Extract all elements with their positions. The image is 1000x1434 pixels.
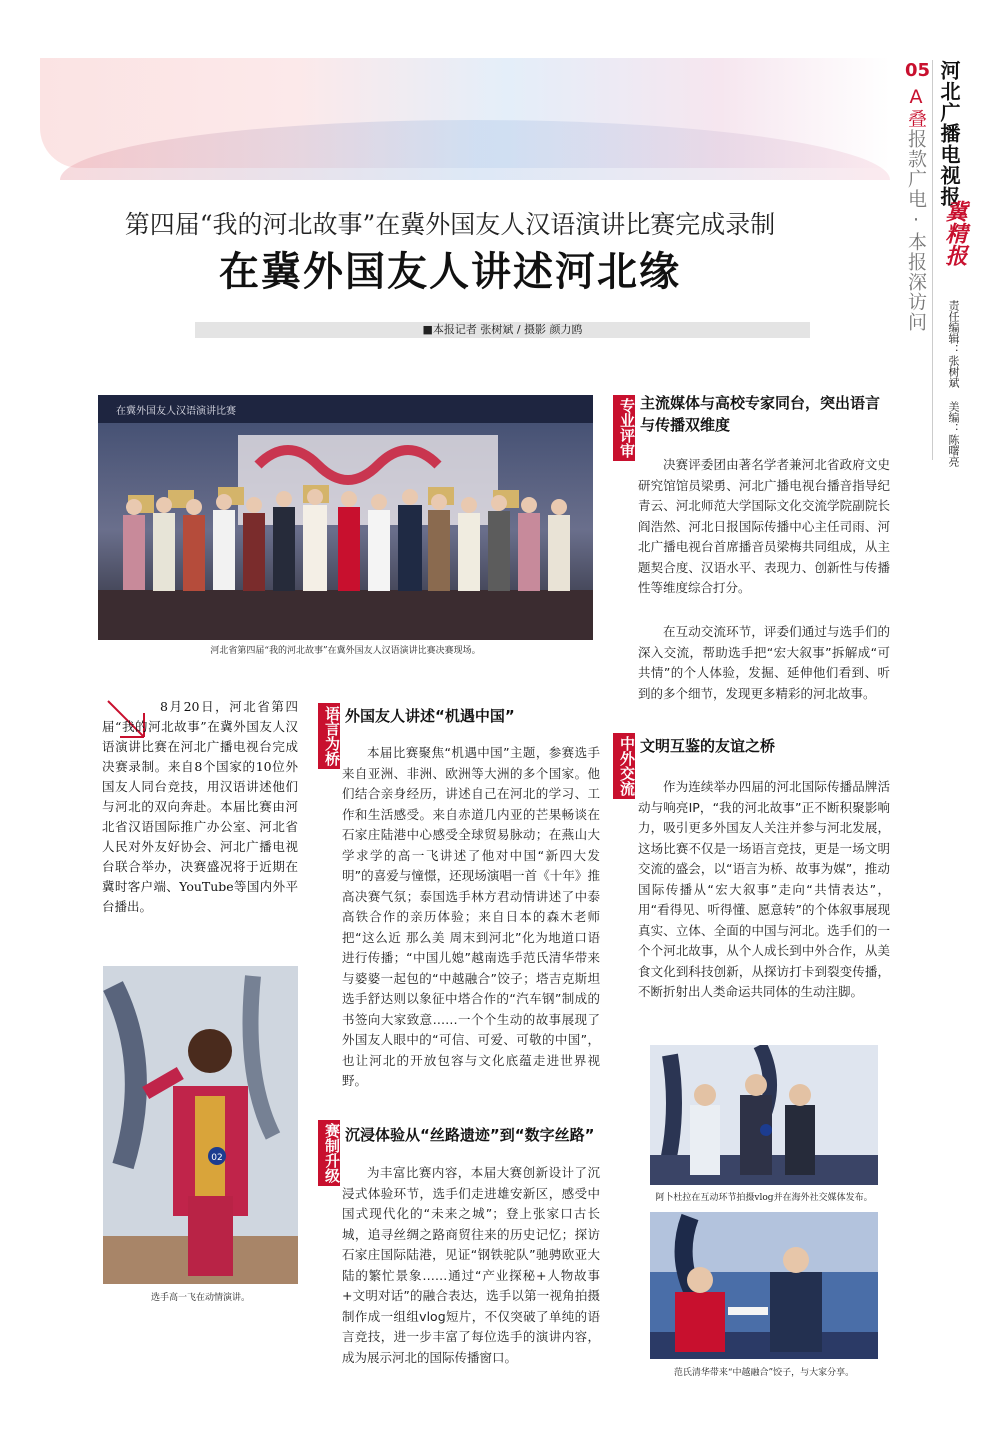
speaker-badge: 02	[211, 1153, 223, 1163]
section-heading-review: 主流媒体与高校专家同台，突出语言与传播双维度	[640, 394, 881, 434]
section-body-exchange: 作为连续举办四届的河北国际传播品牌活动与响亮IP，“我的河北故事”正不断积聚影响力，吸引更多外国友人关注并参与河北发展，这场比赛不仅是一场语言竞技，更是一场文明交流的盛会，以“语言为桥、故事为媒”，推动国际传播从“宏大叙事”走向“共情表达”，用“看得见、听得懂、愿意转”的个体叙事展现真实、立体、全面的中国与河北。选手们的一个个河北故事，从个人成长到中外合作，从美食文化到科技创新，从探访打卡到裂变传播，不断折射出人类命运共同体的生动注脚。	[638, 779, 890, 999]
section-tag-review: 专业评审	[613, 395, 635, 461]
section-body-review-2: 在互动交流环节，评委们通过与选手们的深入交流，帮助选手把“宏大叙事”拆解成“可共情”的个人体验，发掘、延伸他们看到、听到的多个细节，发现更多精彩的河北故事。	[638, 624, 890, 701]
main-photo-art	[98, 395, 593, 640]
section-title: 报款广电·本报深访问	[905, 129, 927, 332]
section-heading-exchange: 文明互鉴的友谊之桥	[640, 737, 776, 755]
section-heading-language: 外国友人讲述“机遇中国”	[345, 707, 515, 725]
section-heading-format: 沉浸体验从“丝路遗迹”到“数字丝路”	[345, 1126, 595, 1144]
page-number: 05	[905, 60, 931, 81]
main-photo-caption: 河北省第四届“我的河北故事”在冀外国友人汉语演讲比赛决赛现场。	[210, 646, 481, 656]
section-name	[903, 86, 930, 332]
masthead-divider	[932, 60, 933, 460]
dumpling-photo	[650, 1212, 878, 1359]
paper-name: 河北广播电视报	[937, 60, 961, 207]
vlog-photo-caption: 阿卜杜拉在互动环节拍摄vlog并在海外社交媒体发布。	[655, 1193, 873, 1203]
headline-subtitle: 第四届“我的河北故事”在冀外国友人汉语演讲比赛完成录制	[124, 210, 776, 239]
section-prefix: A叠	[905, 86, 927, 129]
paper-stamp: 冀精报	[942, 200, 968, 266]
vlog-photo-art	[650, 1045, 878, 1185]
section-body-review-1: 决赛评委团由著名学者兼河北省政府文史研究馆馆员梁勇、河北广播电视台播音指导纪青云、河北师范大学国际文化交流学院副院长阎浩然、河北日报国际传播中心主任司雨、河北广播电视台首席播音员梁梅共同组成，从主题契合度、汉语水平、表现力、创新性与传播性等维度综合打分。	[638, 457, 890, 595]
byline: ■本报记者 张树斌 / 摄影 颜力鸥	[422, 323, 583, 336]
main-photo-banner: 在冀外国友人汉语演讲比赛	[116, 406, 236, 417]
dumpling-photo-art	[650, 1212, 878, 1359]
headline-title: 在冀外国友人讲述河北缘	[219, 249, 681, 295]
lead-text: 8月20日，河北省第四届“我的河北故事”在冀外国友人汉语演讲比赛在河北广播电视台完成决赛录制。来自8个国家的10位外国友人同台竞技，用汉语讲述他们与河北的双向奔赴。本届比赛由河北省汉语国际推广办公室、河北省人民对外友好协会、河北广播电视台联合举办，决赛盛况将于近期在冀时客户端、YouTube等国内外平台播出。	[102, 699, 298, 914]
lead-paragraph	[102, 697, 298, 917]
editors-credit: 责任编辑：张树斌 美编：陈曙亮	[947, 300, 960, 467]
section-body-format: 为丰富比赛内容，本届大赛创新设计了沉浸式体验环节，选手们走进雄安新区，感受中国式现代化的“未来之城”；登上张家口古长城，追寻丝绸之路商贸往来的历史记忆；探访石家庄国际陆港，见证“钢铁驼队”驰骋欧亚大陆的繁忙景象……通过“产业探秘+人物故事+文明对话”的融合表达，选手以第一视角拍摄制作成一组组vlog短片，不仅突破了单纯的语言竞技，进一步丰富了每位选手的演讲内容，成为展示河北的国际传播窗口。	[342, 1165, 600, 1365]
speaker-photo-art	[103, 966, 298, 1284]
speaker-photo	[103, 966, 298, 1284]
speaker-photo-caption: 选手高一飞在动情演讲。	[150, 1293, 250, 1303]
vlog-photo	[650, 1045, 878, 1185]
section-tag-exchange: 中外交流	[613, 733, 635, 799]
section-tag-language: 语言为桥	[318, 703, 340, 769]
main-photo	[98, 395, 593, 640]
section-tag-format: 赛制升级	[318, 1120, 340, 1186]
dumpling-photo-caption: 范氏清华带来“中越融合”饺子，与大家分享。	[673, 1368, 855, 1378]
section-body-language: 本届比赛聚焦“机遇中国”主题，参赛选手来自亚洲、非洲、欧洲等大洲的多个国家。他们结合亲身经历，讲述自己在河北的学习、工作和生活感受。来自赤道几内亚的芒果畅谈在石家庄陆港中心感受全球贸易脉动；在燕山大学求学的高一飞讲述了他对中国“新四大发明”的喜爱与憧憬，还现场演唱一首《十年》推高决赛气氛；泰国选手林方君动情讲述了中泰高铁合作的亲历体验；来自日本的森木老师把“这么近 那么美 周末到河北”化为地道口语进行传播；“中国儿媳”越南选手范氏清华带来与婆婆一起包的“中越融合”饺子；塔吉克斯坦选手舒达则以象征中塔合作的“汽车钢”制成的书签向大家致意……一个个生动的故事展现了外国友人眼中的“可信、可爱、可敬的中国”，也让河北的开放包容与文化底蕴走进世界视野。	[342, 745, 600, 1088]
